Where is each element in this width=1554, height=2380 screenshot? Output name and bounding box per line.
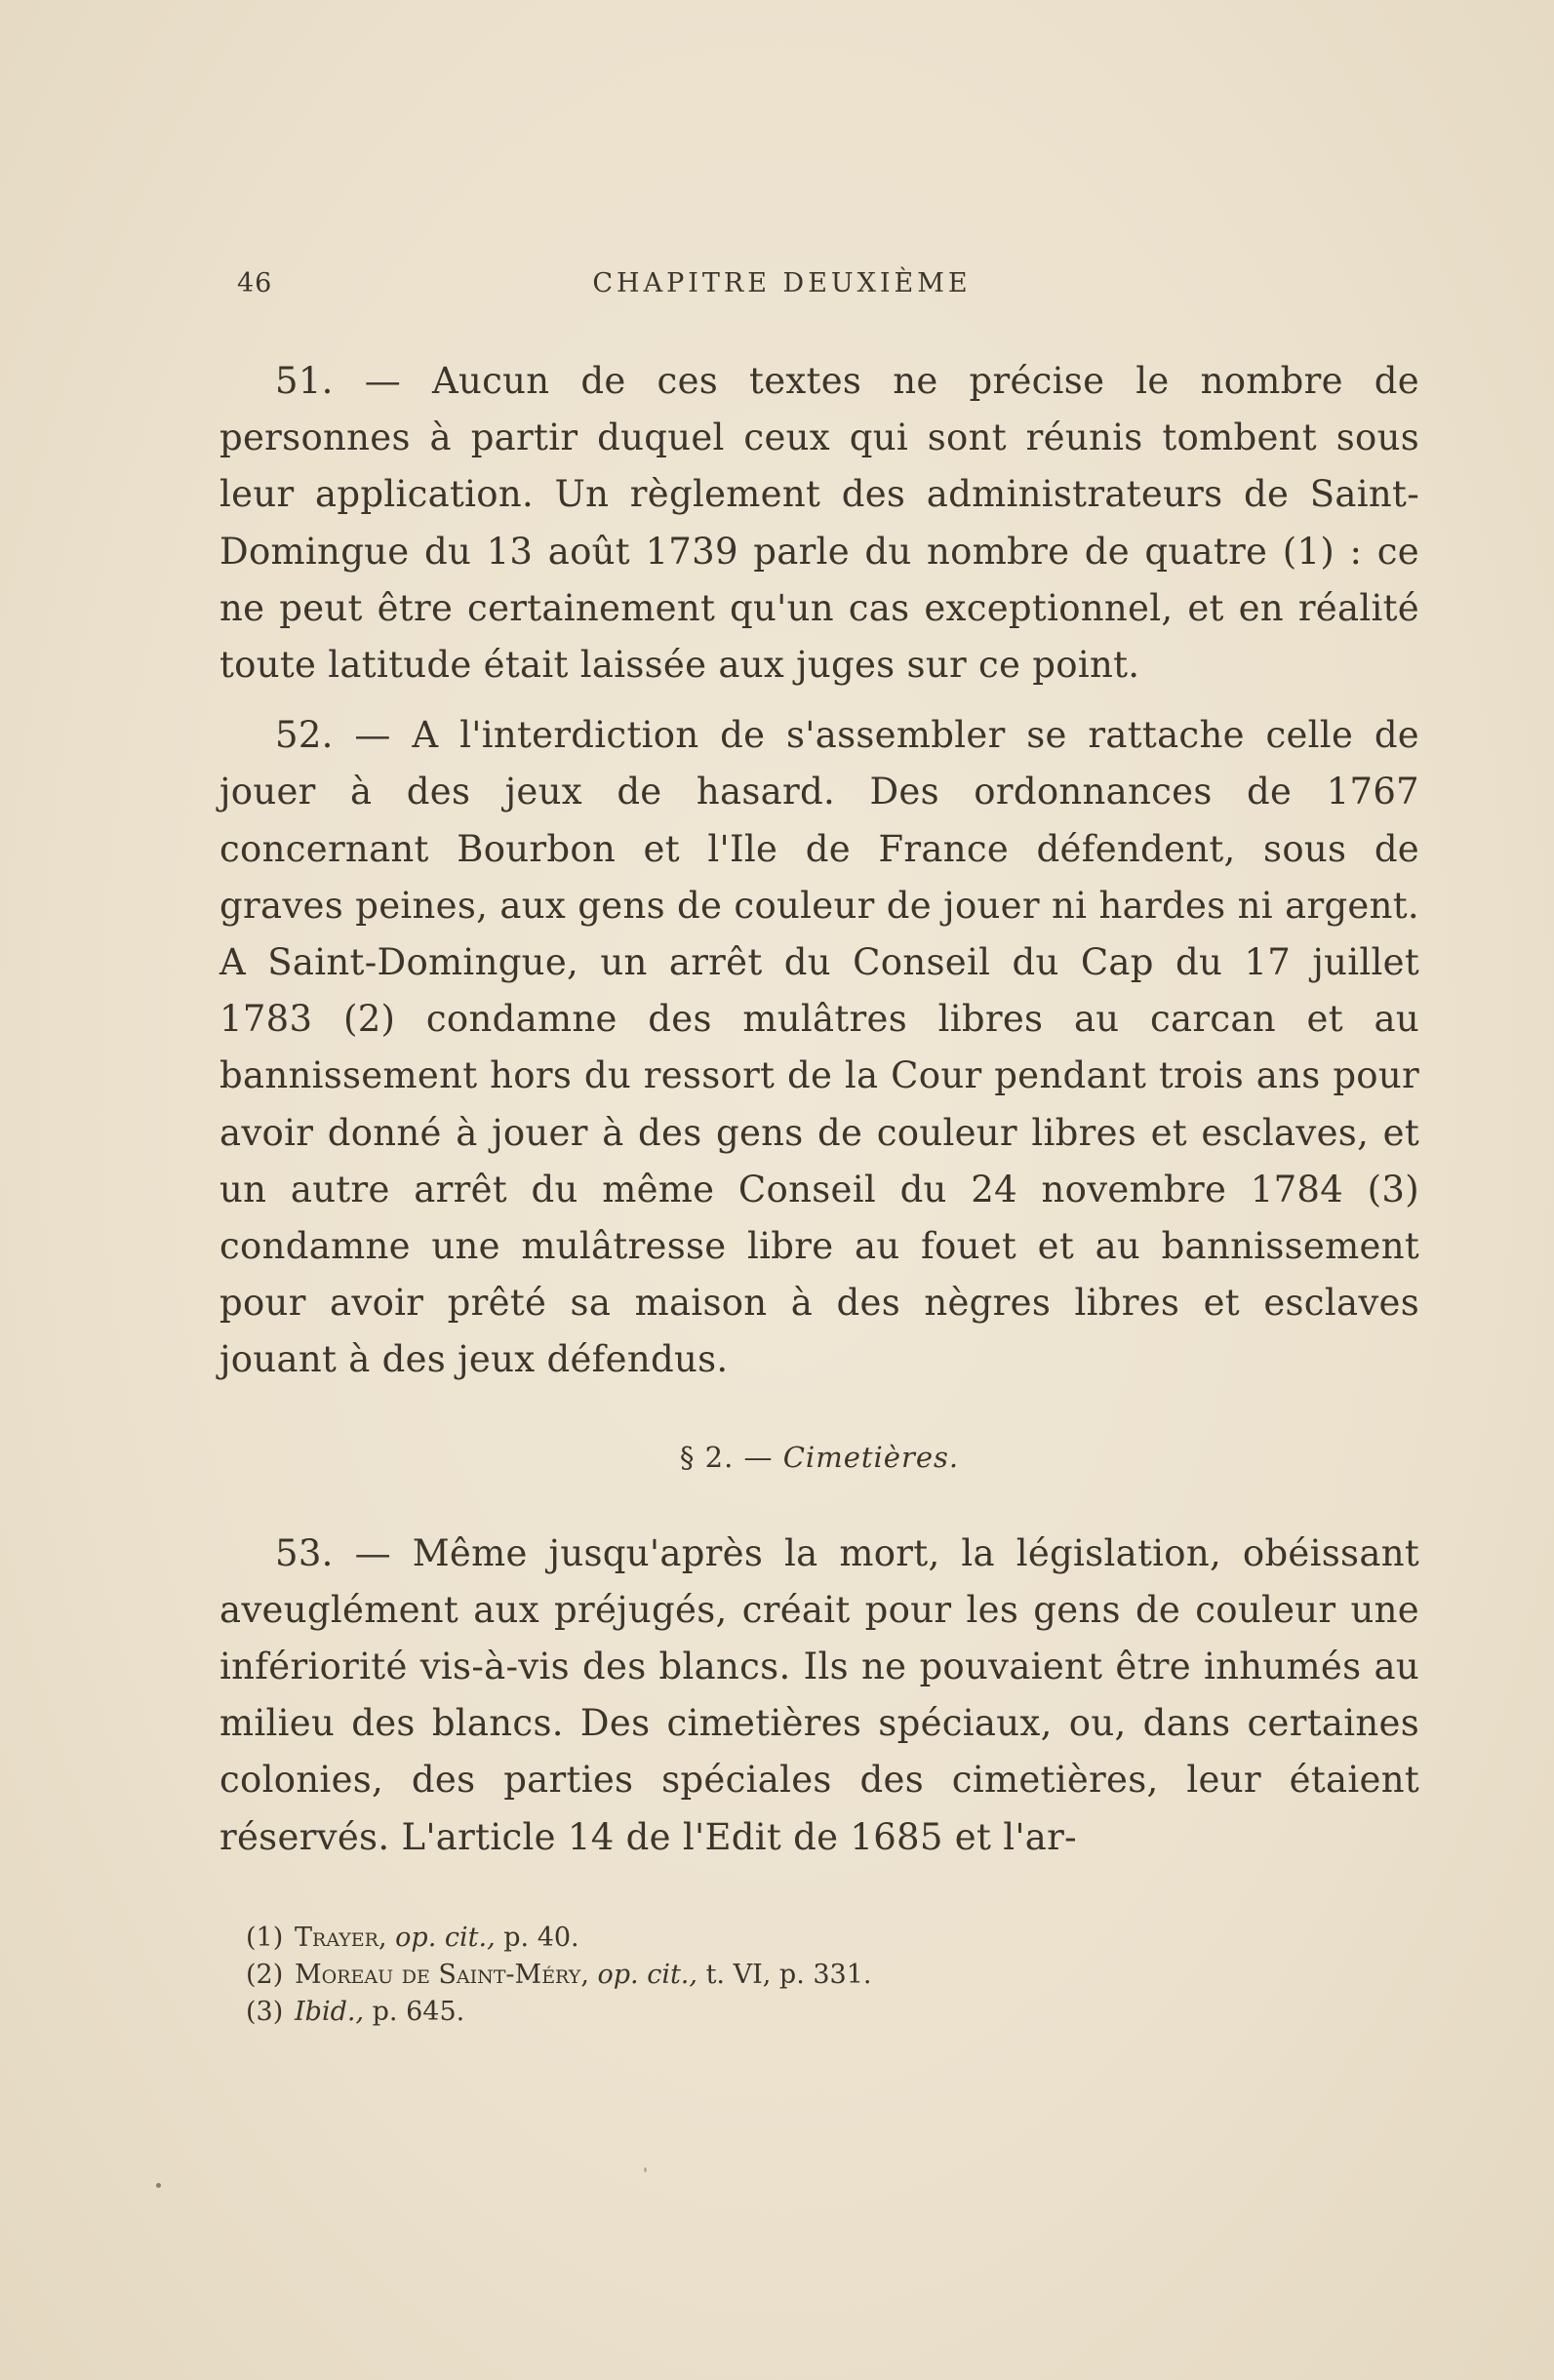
footnote-author: Trayer, <box>295 1923 387 1953</box>
page-number: 46 <box>237 268 273 298</box>
footnote-reference: op. cit., <box>395 1923 496 1953</box>
footnote-author: Moreau de Saint-Méry, <box>295 1960 589 1990</box>
footnotes <box>246 1920 1319 2031</box>
paragraph-53: 53. — Même jusqu'après la mort, la législation, obéissant aveuglément aux préjugés, créait pour les gens de couleur une infériorité vis-à-vis des blancs. Ils ne pouvaient être inhumés au milieu des blancs. Des cimetières spéciaux, ou, dans certaines colonies, des parties spéciales des cimetières, leur étaient réservés. L'article 14 de l'Edit de 1685 et l'ar- <box>219 1531 1419 1858</box>
footnote <box>246 1920 1319 1957</box>
footnote-reference: op. cit., <box>597 1960 697 1990</box>
section-number: § 2. — <box>679 1440 774 1474</box>
footnote-number: (3) <box>246 1997 284 2027</box>
paragraph-51: 51. — Aucun de ces textes ne précise le nombre de personnes à partir duquel ceux qui sont réunis tombent sous leur application. Un règlement des administrateurs de Saint-Domingue du 13 août 1739 parle du nombre de quatre (1) : ce ne peut être certainement qu'un cas exceptionnel, et en réalité toute latitude était laissée aux juges sur ce point. <box>219 360 1419 687</box>
footnote-location: p. 40. <box>503 1923 579 1953</box>
body-text <box>219 353 1419 1866</box>
section-heading <box>219 1438 1419 1477</box>
page-header <box>237 268 1327 307</box>
paragraph-52: 52. — A l'interdiction de s'assembler se rattache celle de jouer à des jeux de hasard. Des ordonnances de 1767 concernant Bourbon et l'Ile de France défendent, sous de graves peines, aux gens de couleur de jouer ni hardes ni argent. A Saint-Domingue, un arrêt du Conseil du Cap du 17 juillet 1783 (2) condamne des mulâtres libres au carcan et au bannissement hors du ressort de la Cour pendant trois ans pour avoir donné à jouer à des gens de couleur libres et esclaves, et un autre arrêt du même Conseil du 24 novembre 1784 (3) condamne une mulâtresse libre au fouet et au bannissement pour avoir prêté sa maison à des nègres libres et esclaves jouant à des jeux défendus. <box>219 714 1419 1381</box>
paper-speck <box>156 2183 161 2188</box>
footnote-reference: Ibid., <box>295 1997 365 2027</box>
section-title: Cimetières. <box>782 1440 960 1474</box>
footnote-number: (1) <box>246 1923 284 1953</box>
paper-speck <box>644 2167 647 2172</box>
running-title: CHAPITRE DEUXIÈME <box>592 268 972 298</box>
footnote-location: p. 645. <box>372 1997 465 2027</box>
footnote-location: t. VI, p. 331. <box>705 1960 872 1990</box>
footnote-number: (2) <box>246 1960 284 1990</box>
footnote <box>246 1957 1319 1994</box>
footnote <box>246 1994 1319 2031</box>
